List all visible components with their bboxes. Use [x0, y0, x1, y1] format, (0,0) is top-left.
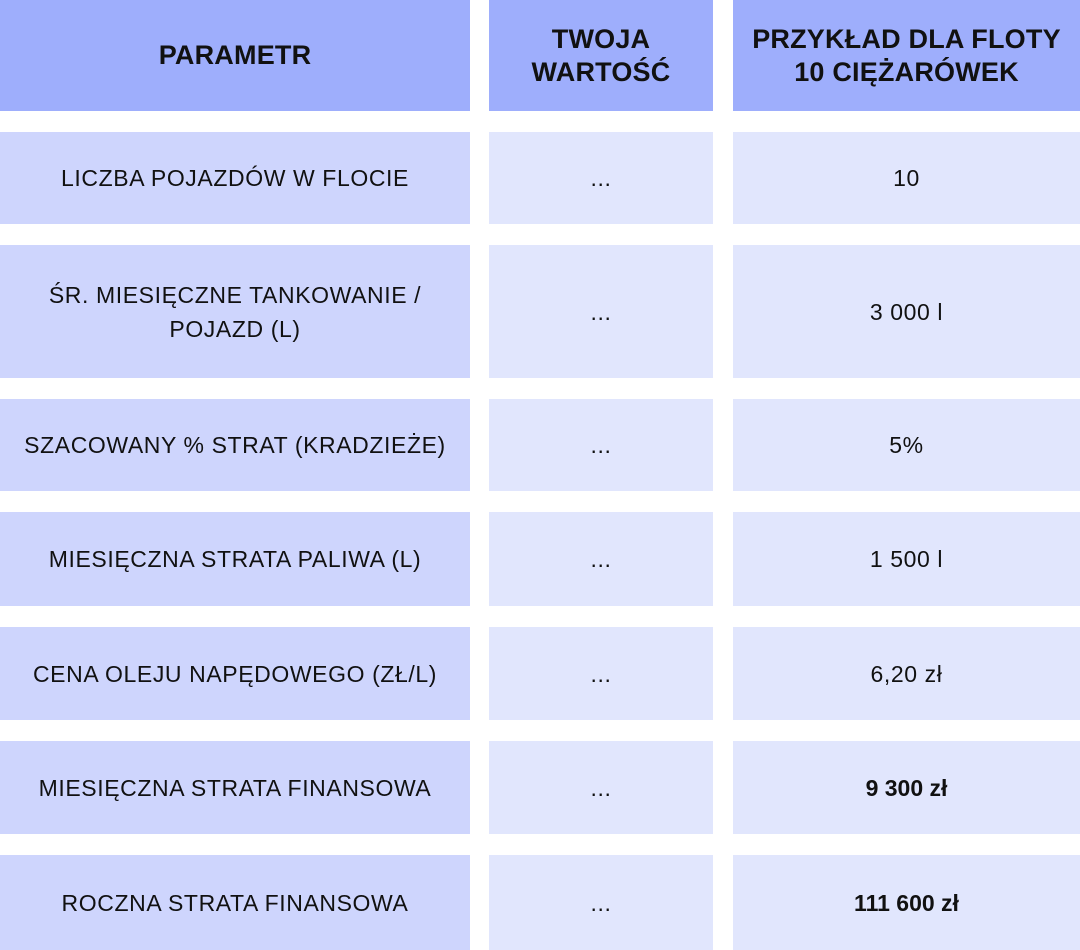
- row-5-parameter: CENA OLEJU NAPĘDOWEGO (ZŁ/L): [32, 660, 438, 687]
- row-6-example: 9 300 zł: [865, 774, 948, 801]
- row-6-parameter-cell: [0, 741, 470, 834]
- row-5-your-value: ...: [590, 660, 612, 687]
- row-2-your-value: ...: [590, 298, 612, 325]
- row-7-example-cell: [733, 855, 1080, 950]
- row-1-example-cell: [733, 132, 1080, 224]
- row-4-parameter-cell: [0, 512, 470, 606]
- row-5-example-cell: [733, 627, 1080, 720]
- row-2-example: 3 000 l: [869, 298, 944, 325]
- row-1-your-value-cell: [489, 132, 713, 224]
- row-7-example: 111 600 zł: [854, 889, 959, 916]
- row-2-your-value-cell: [489, 245, 713, 378]
- header-parameter: [0, 0, 470, 111]
- header-parameter-label: PARAMETR: [158, 40, 312, 70]
- row-6-parameter: MIESIĘCZNA STRATA FINANSOWA: [38, 774, 432, 801]
- row-4-example: 1 500 l: [869, 546, 944, 572]
- row-7-parameter: ROCZNA STRATA FINANSOWA: [61, 889, 409, 916]
- row-3-your-value: ...: [590, 432, 612, 458]
- row-3-parameter-cell: [0, 399, 470, 491]
- row-5-parameter-cell: [0, 627, 470, 720]
- header-example: [733, 0, 1080, 111]
- row-7-parameter-cell: [0, 855, 470, 950]
- row-1-parameter-cell: [0, 132, 470, 224]
- row-5-your-value-cell: [489, 627, 713, 720]
- row-3-example-cell: [733, 399, 1080, 491]
- row-2-parameter: ŚR. MIESIĘCZNE TANKOWANIE / POJAZD (L): [48, 281, 422, 342]
- row-4-your-value-cell: [489, 512, 713, 606]
- header-your-value: [489, 0, 713, 111]
- row-3-example: 5%: [889, 432, 924, 458]
- row-4-parameter: MIESIĘCZNA STRATA PALIWA (L): [48, 546, 422, 572]
- row-2-example-cell: [733, 245, 1080, 378]
- row-7-your-value: ...: [590, 889, 612, 916]
- row-3-your-value-cell: [489, 399, 713, 491]
- row-4-your-value: ...: [590, 546, 612, 572]
- row-3-parameter: SZACOWANY % STRAT (KRADZIEŻE): [24, 432, 446, 458]
- row-2-parameter-cell: [0, 245, 470, 378]
- row-1-example: 10: [893, 165, 920, 191]
- header-example-label: PRZYKŁAD DLA FLOTY 10 CIĘŻARÓWEK: [752, 23, 1061, 87]
- row-1-your-value: ...: [590, 165, 612, 191]
- row-1-parameter: LICZBA POJAZDÓW W FLOCIE: [61, 165, 409, 191]
- row-4-example-cell: [733, 512, 1080, 606]
- row-5-example: 6,20 zł: [870, 660, 943, 687]
- row-7-your-value-cell: [489, 855, 713, 950]
- row-6-your-value: ...: [590, 774, 612, 801]
- row-6-your-value-cell: [489, 741, 713, 834]
- row-6-example-cell: [733, 741, 1080, 834]
- header-your-value-label: TWOJA WARTOŚĆ: [531, 23, 671, 87]
